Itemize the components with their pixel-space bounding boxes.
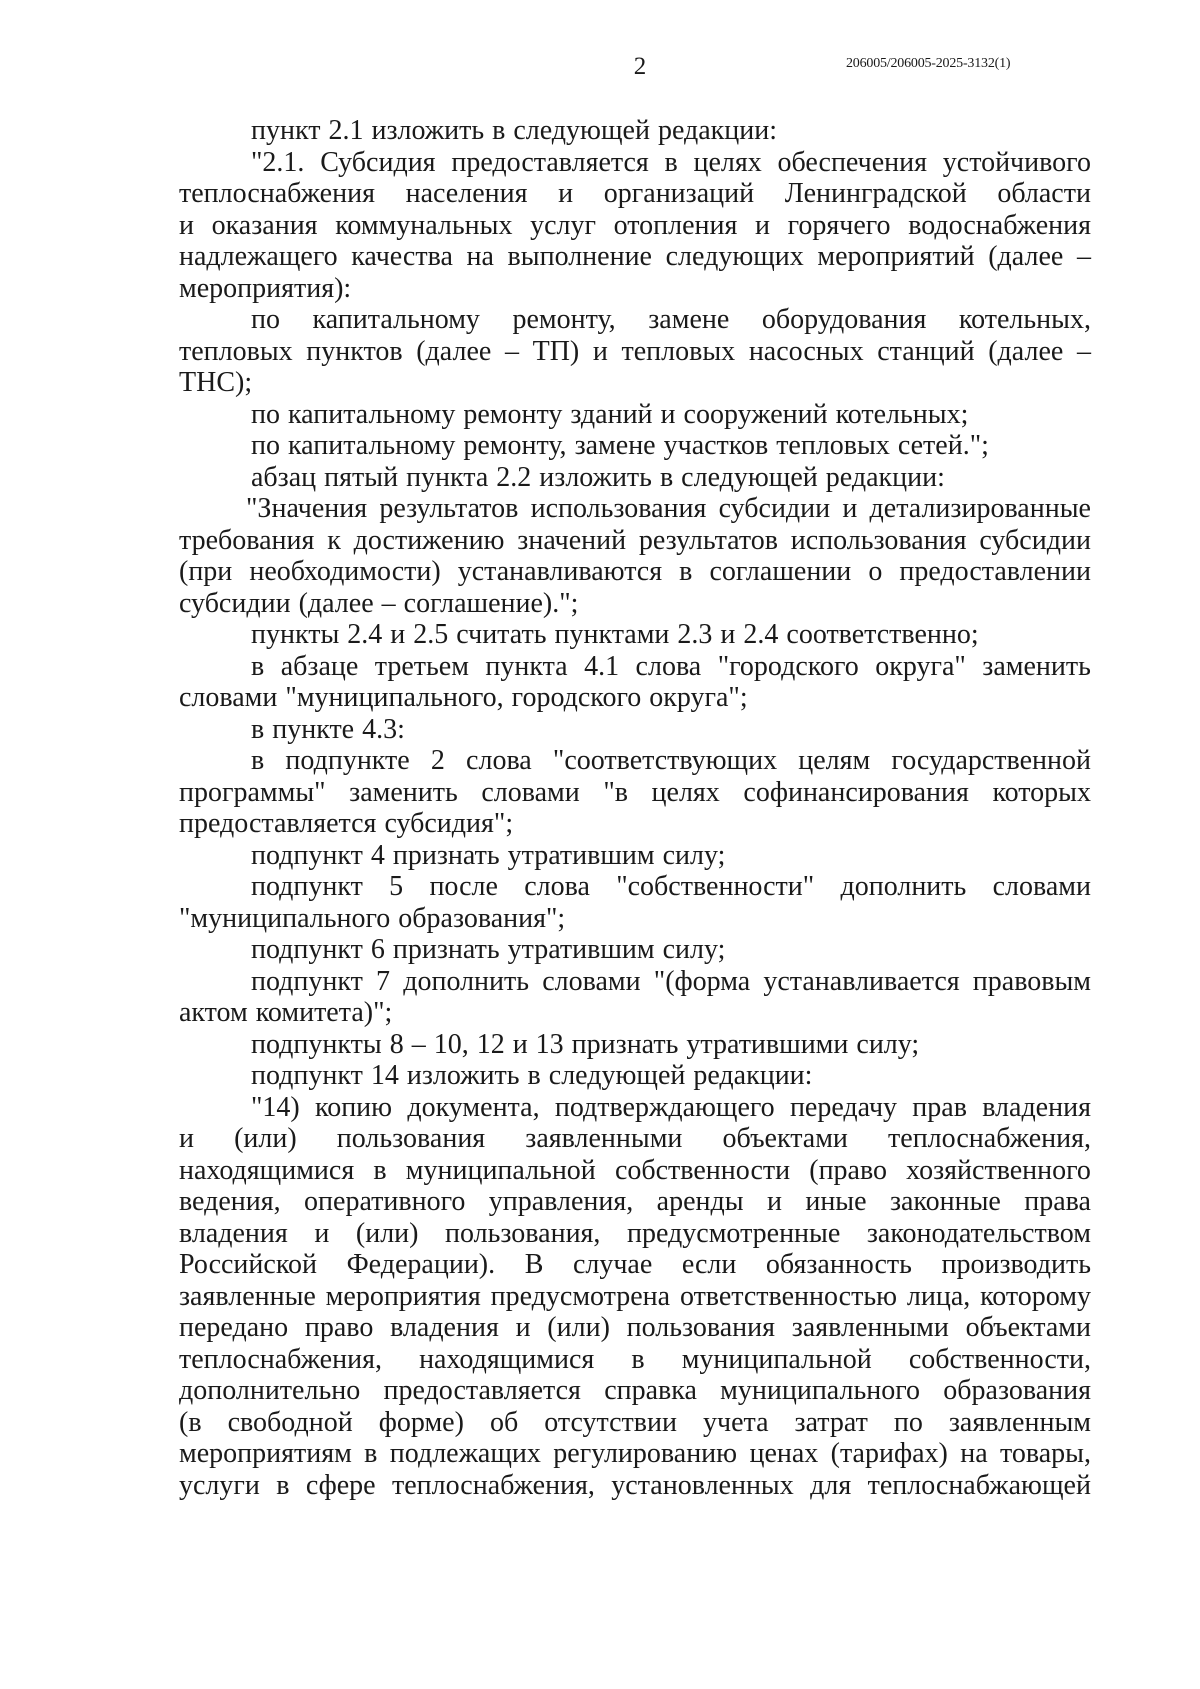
text-line: мероприятия): — [179, 272, 352, 304]
text-line: подпункт 14 изложить в следующей редакции: — [251, 1060, 813, 1091]
text-line: подпункты 8 – 10, 12 и 13 признать утратившими силу; — [251, 1028, 920, 1060]
text-line: "Значения результатов использования субсидии и детализированные — [246, 493, 1091, 524]
text-line: теплоснабжения, находящимися в муниципальной собственности, — [179, 1343, 1091, 1375]
text-line: по капитальному ремонту зданий и сооружений котельных; — [251, 398, 969, 430]
text-line: дополнительно предоставляется справка муниципального образования — [179, 1375, 1091, 1406]
text-line: (при необходимости) устанавливаются в соглашении о предоставлении — [179, 556, 1091, 587]
text-line: пункты 2.4 и 2.5 считать пунктами 2.3 и 2.4 соответственно; — [251, 619, 979, 650]
page-number: 2 — [633, 53, 647, 80]
text-line: услуги в сфере теплоснабжения, установленных для теплоснабжающей — [179, 1469, 1091, 1501]
text-line: предоставляется субсидия"; — [179, 808, 514, 839]
text-line: и (или) пользования заявленными объектами теплоснабжения, — [179, 1123, 1091, 1154]
text-line: подпункт 7 дополнить словами "(форма устанавливается правовым — [251, 965, 1091, 997]
text-line: находящимися в муниципальной собственности (право хозяйственного — [179, 1154, 1091, 1186]
text-line: теплоснабжения населения и организаций Ленинградской области — [179, 178, 1091, 209]
text-line: передано право владения и (или) пользования заявленными объектами — [179, 1312, 1091, 1343]
text-line: и оказания коммунальных услуг отопления и горячего водоснабжения — [179, 209, 1091, 241]
text-line: по капитальному ремонту, замене участков тепловых сетей."; — [251, 430, 989, 461]
text-line: ТНС); — [179, 367, 253, 398]
text-line: "14) копию документа, подтверждающего передачу прав владения — [251, 1091, 1091, 1123]
text-line: подпункт 5 после слова "собственности" дополнить словами — [251, 871, 1091, 902]
text-line: (в свободной форме) об отсутствии учета затрат по заявленным — [179, 1406, 1091, 1438]
text-line: в пункте 4.3: — [251, 713, 405, 745]
text-line: заявленные мероприятия предусмотрена ответственностью лица, которому — [179, 1280, 1091, 1312]
text-line: словами "муниципального, городского округа"; — [179, 682, 748, 713]
text-line: тепловых пунктов (далее – ТП) и тепловых насосных станций (далее – — [179, 335, 1091, 367]
text-line: абзац пятый пункта 2.2 изложить в следующей редакции: — [251, 461, 945, 493]
text-line: "муниципального образования"; — [179, 902, 566, 934]
text-line: владения и (или) пользования, предусмотренные законодательством — [179, 1217, 1091, 1249]
document-id: 206005/206005-2025-3132(1) — [846, 56, 1011, 71]
text-line: субсидии (далее – соглашение)."; — [179, 587, 579, 619]
text-line: "2.1. Субсидия предоставляется в целях обеспечения устойчивого — [251, 146, 1091, 178]
text-line: в подпункте 2 слова "соответствующих целям государственной — [251, 745, 1091, 776]
text-line: подпункт 6 признать утратившим силу; — [251, 934, 726, 965]
text-line: Российской Федерации). В случае если обязанность производить — [179, 1249, 1091, 1280]
text-line: надлежащего качества на выполнение следующих мероприятий (далее – — [179, 241, 1091, 272]
text-line: актом комитета)"; — [179, 997, 393, 1028]
text-line: мероприятиям в подлежащих регулированию ценах (тарифах) на товары, — [179, 1438, 1091, 1469]
text-line: ведения, оперативного управления, аренды и иные законные права — [179, 1186, 1091, 1217]
text-line: программы" заменить словами "в целях софинансирования которых — [179, 776, 1091, 808]
text-line: по капитальному ремонту, замене оборудования котельных, — [251, 304, 1091, 335]
document-body — [179, 115, 1091, 1501]
text-line: подпункт 4 признать утратившим силу; — [251, 839, 726, 871]
text-line: требования к достижению значений результатов использования субсидии — [179, 524, 1091, 556]
text-line: пункт 2.1 изложить в следующей редакции: — [251, 115, 778, 146]
text-line: в абзаце третьем пункта 4.1 слова "городского округа" заменить — [251, 650, 1091, 682]
